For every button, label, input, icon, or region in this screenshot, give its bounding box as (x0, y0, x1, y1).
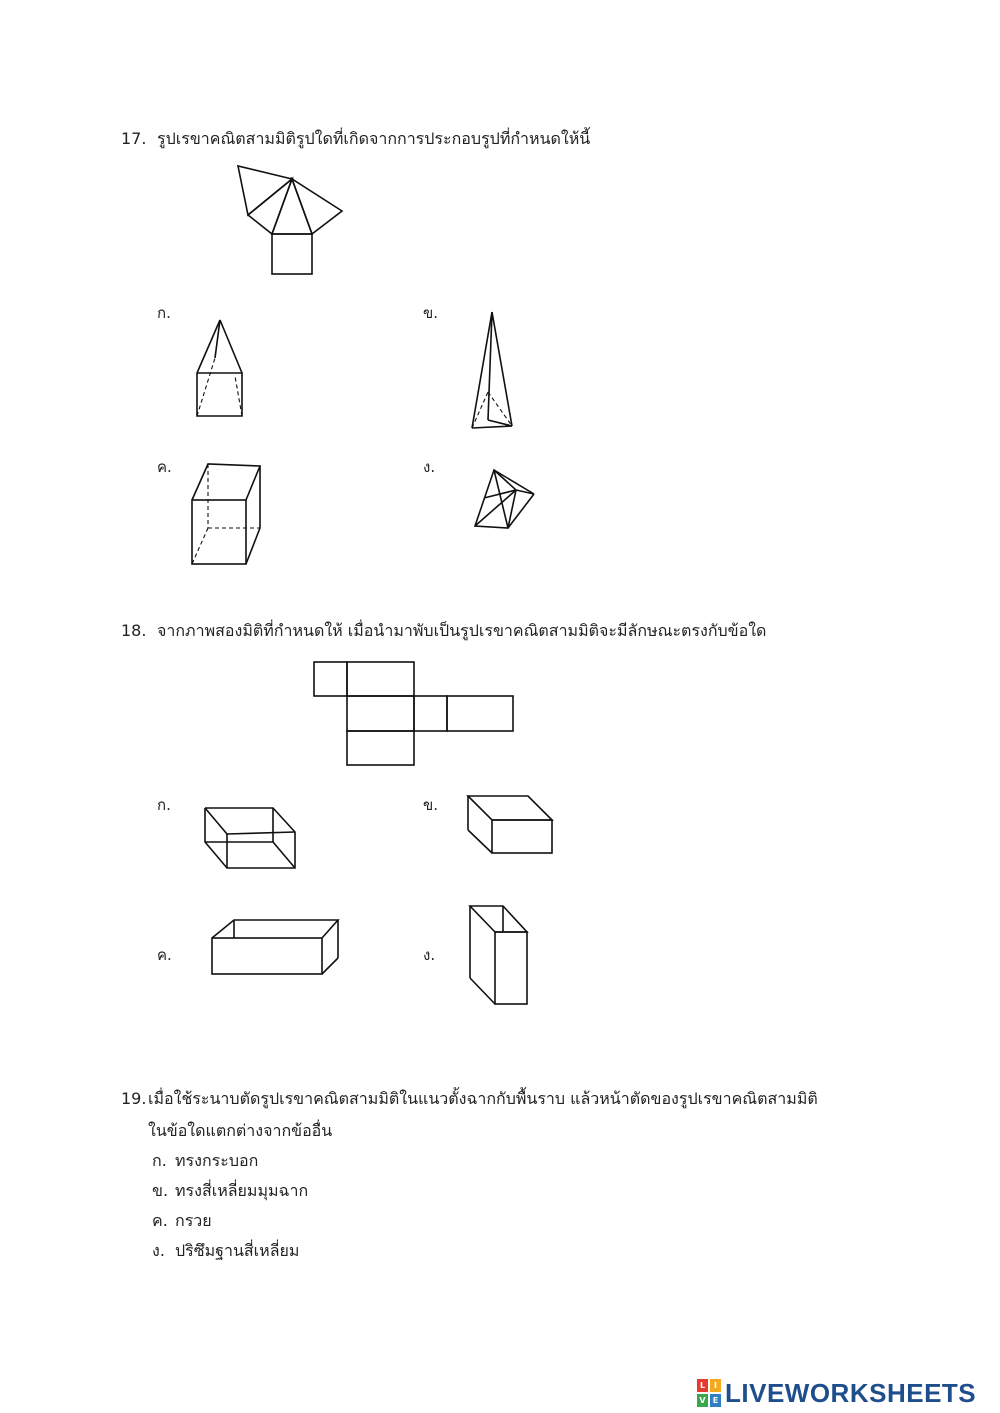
logo-letter-l: L (697, 1379, 708, 1392)
q18-choice-c-figure (208, 918, 342, 978)
q18-choice-b-figure (466, 794, 556, 856)
q19-option-b-label: ข. (152, 1181, 169, 1200)
q19-text-line1: เมื่อใช้ระนาบตัดรูปเรขาคณิตสามมิติในแนวตั้งฉากกับพื้นราบ แล้วหน้าตัดของรูปเรขาคณิตสามมิติ (148, 1089, 818, 1108)
liveworksheets-logo (697, 1378, 976, 1408)
q17-choice-d-figure (472, 466, 538, 532)
q19-text-line2: ในข้อใดแตกต่างจากข้ออื่น (148, 1121, 333, 1140)
q17-text: รูปเรขาคณิตสามมิติรูปใดที่เกิดจากการประกอบรูปที่กำหนดให้นี้ (157, 129, 591, 148)
q18-number: 18. (121, 621, 147, 640)
q17-choice-c-figure (190, 462, 262, 568)
q17-choice-a-label: ก. (157, 304, 171, 322)
logo-text: LIVEWORKSHEETS (725, 1377, 977, 1408)
q17-choice-b-label: ข. (423, 304, 439, 322)
q18-choice-c-label: ค. (157, 946, 172, 964)
q17-choice-c-label: ค. (157, 458, 172, 476)
q19-option-c-label: ค. (152, 1211, 168, 1230)
logo-letter-e: E (710, 1394, 721, 1407)
q18-choice-d-label: ง. (423, 946, 436, 964)
q18-choice-d-figure (467, 904, 531, 1008)
q19-option-a-text: ทรงกระบอก (175, 1151, 259, 1170)
q18-text: จากภาพสองมิติที่กำหนดให้ เมื่อนำมาพับเป็นรูปเรขาคณิตสามมิติจะมีลักษณะตรงกับข้อใด (157, 621, 767, 640)
q19-option-d-label: ง. (152, 1241, 165, 1260)
q19-option-d-text: ปริซึมฐานสี่เหลี่ยม (175, 1241, 300, 1260)
q17-choice-d-label: ง. (423, 458, 436, 476)
q18-choice-b-label: ข. (423, 796, 439, 814)
q17-choice-b-figure (468, 310, 516, 432)
q19-option-b-text: ทรงสี่เหลี่ยมมุมฉาก (175, 1181, 309, 1200)
logo-letter-i: I (710, 1379, 721, 1392)
q18-net-figure (313, 661, 515, 767)
q18-choice-a-figure (203, 806, 297, 872)
q18-choice-a-label: ก. (157, 796, 171, 814)
logo-letter-v: V (697, 1394, 708, 1407)
q19-option-c-text: กรวย (175, 1211, 212, 1230)
q19-option-a-label: ก. (152, 1151, 167, 1170)
logo-live-icon (697, 1379, 721, 1407)
q19-number: 19. (121, 1089, 147, 1108)
q17-net-figure (236, 164, 346, 278)
q17-choice-a-figure (195, 318, 245, 418)
q17-number: 17. (121, 129, 147, 148)
